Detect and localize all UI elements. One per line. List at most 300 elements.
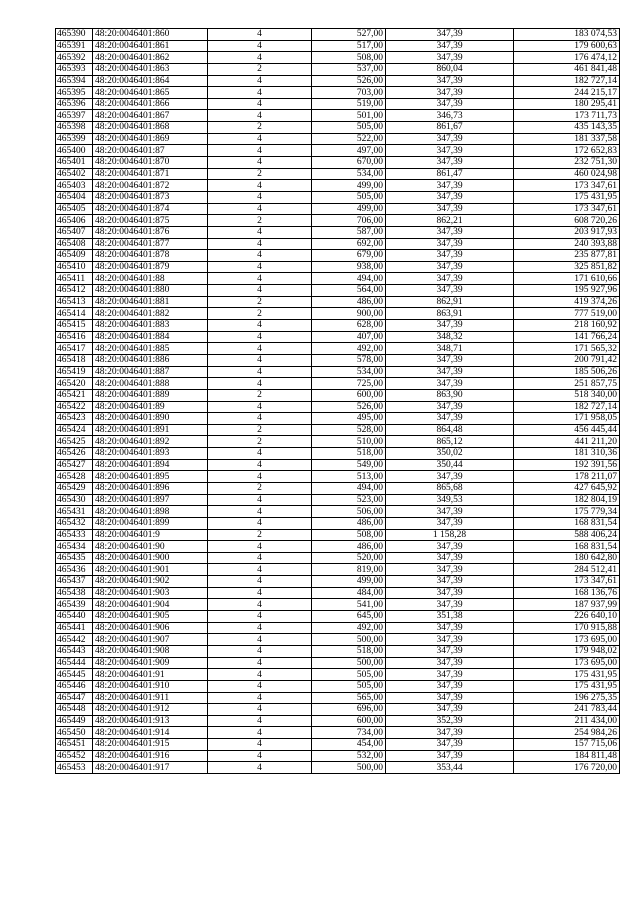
specific-value-cell: 347,39 [386,634,514,646]
table-row [56,98,620,110]
cadastral-value-cell: 218 160,92 [514,320,620,332]
row-number-cell: 465440 [56,611,93,623]
category-code-cell: 4 [208,320,312,332]
table-row [56,331,620,343]
table-row [56,52,620,64]
category-code-cell: 2 [208,482,312,494]
table-row [56,564,620,576]
category-code-cell: 4 [208,40,312,52]
cadastral-value-cell: 173 347,61 [514,576,620,588]
table-row [56,261,620,273]
table-row [56,576,620,588]
area-cell: 537,00 [312,63,386,75]
area-cell: 565,00 [312,692,386,704]
category-code-cell: 4 [208,157,312,169]
cadastral-value-cell: 173 347,61 [514,203,620,215]
table-row [56,517,620,529]
specific-value-cell: 862,91 [386,296,514,308]
area-cell: 505,00 [312,191,386,203]
category-code-cell: 4 [208,226,312,238]
cadastral-number-cell: 48:20:0046401:903 [93,587,208,599]
cadastral-value-cell: 226 640,10 [514,611,620,623]
specific-value-cell: 350,02 [386,448,514,460]
cadastral-value-cell: 254 984,26 [514,727,620,739]
cadastral-number-cell: 48:20:0046401:87 [93,145,208,157]
area-cell: 578,00 [312,354,386,366]
cadastral-value-cell: 185 506,26 [514,366,620,378]
specific-value-cell: 347,39 [386,552,514,564]
row-number-cell: 465417 [56,343,93,355]
cadastral-number-cell: 48:20:0046401:889 [93,389,208,401]
specific-value-cell: 347,39 [386,250,514,262]
category-code-cell: 4 [208,506,312,518]
area-cell: 600,00 [312,715,386,727]
table-row [56,250,620,262]
cadastral-number-cell: 48:20:0046401:864 [93,75,208,87]
area-cell: 528,00 [312,424,386,436]
cadastral-number-cell: 48:20:0046401:861 [93,40,208,52]
area-cell: 645,00 [312,611,386,623]
cadastral-value-cell: 171 565,32 [514,343,620,355]
cadastral-number-cell: 48:20:0046401:866 [93,98,208,110]
cadastral-value-cell: 182 727,14 [514,75,620,87]
row-number-cell: 465422 [56,401,93,413]
area-cell: 486,00 [312,517,386,529]
area-cell: 499,00 [312,203,386,215]
area-cell: 486,00 [312,541,386,553]
table-row [56,378,620,390]
cadastral-number-cell: 48:20:0046401:881 [93,296,208,308]
area-cell: 819,00 [312,564,386,576]
area-cell: 500,00 [312,657,386,669]
cadastral-value-cell: 196 275,35 [514,692,620,704]
cadastral-number-cell: 48:20:0046401:913 [93,715,208,727]
specific-value-cell: 347,39 [386,261,514,273]
area-cell: 938,00 [312,261,386,273]
row-number-cell: 465392 [56,52,93,64]
cadastral-number-cell: 48:20:0046401:894 [93,459,208,471]
category-code-cell: 4 [208,704,312,716]
category-code-cell: 2 [208,424,312,436]
table-row [56,634,620,646]
table-row [56,75,620,87]
category-code-cell: 2 [208,168,312,180]
specific-value-cell: 863,91 [386,308,514,320]
area-cell: 900,00 [312,308,386,320]
area-cell: 513,00 [312,471,386,483]
specific-value-cell: 860,04 [386,63,514,75]
row-number-cell: 465410 [56,261,93,273]
row-number-cell: 465421 [56,389,93,401]
table-row [56,191,620,203]
cadastral-value-cell: 284 512,41 [514,564,620,576]
category-code-cell: 2 [208,436,312,448]
specific-value-cell: 1 158,28 [386,529,514,541]
cadastral-number-cell: 48:20:0046401:907 [93,634,208,646]
cadastral-number-cell: 48:20:0046401:900 [93,552,208,564]
cadastral-number-cell: 48:20:0046401:91 [93,669,208,681]
area-cell: 523,00 [312,494,386,506]
cadastral-value-cell: 460 024,98 [514,168,620,180]
cadastral-value-cell: 232 751,30 [514,157,620,169]
row-number-cell: 465428 [56,471,93,483]
table-row [56,133,620,145]
area-cell: 520,00 [312,552,386,564]
area-cell: 670,00 [312,157,386,169]
table-row [56,680,620,692]
category-code-cell: 4 [208,354,312,366]
table-row [56,296,620,308]
table-row [56,704,620,716]
cadastral-number-cell: 48:20:0046401:9 [93,529,208,541]
table-row [56,587,620,599]
area-cell: 522,00 [312,133,386,145]
cadastral-number-cell: 48:20:0046401:873 [93,191,208,203]
cadastral-value-cell: 170 915,88 [514,622,620,634]
category-code-cell: 4 [208,727,312,739]
specific-value-cell: 347,39 [386,366,514,378]
category-code-cell: 4 [208,622,312,634]
cadastral-value-table [55,28,620,774]
table-row [56,180,620,192]
cadastral-value-cell: 157 715,06 [514,739,620,751]
specific-value-cell: 347,39 [386,704,514,716]
area-cell: 679,00 [312,250,386,262]
category-code-cell: 4 [208,750,312,762]
category-code-cell: 4 [208,669,312,681]
row-number-cell: 465411 [56,273,93,285]
category-code-cell: 2 [208,296,312,308]
cadastral-number-cell: 48:20:0046401:898 [93,506,208,518]
cadastral-number-cell: 48:20:0046401:911 [93,692,208,704]
cadastral-number-cell: 48:20:0046401:895 [93,471,208,483]
table-row [56,320,620,332]
cadastral-value-cell: 168 831,54 [514,517,620,529]
cadastral-value-cell: 435 143,35 [514,122,620,134]
table-row [56,471,620,483]
row-number-cell: 465436 [56,564,93,576]
category-code-cell: 4 [208,692,312,704]
cadastral-value-cell: 427 645,92 [514,482,620,494]
cadastral-value-cell: 179 948,02 [514,645,620,657]
specific-value-cell: 347,39 [386,564,514,576]
specific-value-cell: 864,48 [386,424,514,436]
cadastral-number-cell: 48:20:0046401:90 [93,541,208,553]
cadastral-value-cell: 168 136,76 [514,587,620,599]
row-number-cell: 465413 [56,296,93,308]
category-code-cell: 4 [208,680,312,692]
row-number-cell: 465393 [56,63,93,75]
table-row [56,541,620,553]
specific-value-cell: 347,39 [386,541,514,553]
specific-value-cell: 347,39 [386,401,514,413]
cadastral-number-cell: 48:20:0046401:901 [93,564,208,576]
row-number-cell: 465390 [56,29,93,41]
cadastral-number-cell: 48:20:0046401:890 [93,413,208,425]
specific-value-cell: 347,39 [386,29,514,41]
cadastral-number-cell: 48:20:0046401:867 [93,110,208,122]
cadastral-number-cell: 48:20:0046401:904 [93,599,208,611]
table-row [56,692,620,704]
table-row [56,750,620,762]
cadastral-number-cell: 48:20:0046401:862 [93,52,208,64]
table-row [56,354,620,366]
category-code-cell: 4 [208,576,312,588]
area-cell: 526,00 [312,401,386,413]
specific-value-cell: 347,39 [386,40,514,52]
table-row [56,436,620,448]
cadastral-value-cell: 179 600,63 [514,40,620,52]
area-cell: 501,00 [312,110,386,122]
table-row [56,459,620,471]
area-cell: 510,00 [312,436,386,448]
area-cell: 628,00 [312,320,386,332]
cadastral-number-cell: 48:20:0046401:910 [93,680,208,692]
category-code-cell: 4 [208,285,312,297]
cadastral-number-cell: 48:20:0046401:899 [93,517,208,529]
table-row [56,215,620,227]
cadastral-number-cell: 48:20:0046401:874 [93,203,208,215]
area-cell: 541,00 [312,599,386,611]
area-cell: 499,00 [312,576,386,588]
row-number-cell: 465419 [56,366,93,378]
cadastral-value-cell: 251 857,75 [514,378,620,390]
table-row [56,168,620,180]
row-number-cell: 465424 [56,424,93,436]
category-code-cell: 4 [208,180,312,192]
cadastral-value-cell: 192 391,56 [514,459,620,471]
table-row [56,238,620,250]
specific-value-cell: 347,39 [386,587,514,599]
area-cell: 494,00 [312,273,386,285]
area-cell: 505,00 [312,669,386,681]
category-code-cell: 2 [208,63,312,75]
cadastral-value-cell: 777 519,00 [514,308,620,320]
specific-value-cell: 347,39 [386,576,514,588]
area-cell: 526,00 [312,75,386,87]
category-code-cell: 4 [208,87,312,99]
row-number-cell: 465429 [56,482,93,494]
specific-value-cell: 348,32 [386,331,514,343]
row-number-cell: 465420 [56,378,93,390]
row-number-cell: 465437 [56,576,93,588]
row-number-cell: 465418 [56,354,93,366]
category-code-cell: 4 [208,75,312,87]
table-row [56,669,620,681]
cadastral-number-cell: 48:20:0046401:908 [93,645,208,657]
area-cell: 500,00 [312,762,386,774]
table-row [56,285,620,297]
table-row [56,506,620,518]
cadastral-number-cell: 48:20:0046401:917 [93,762,208,774]
specific-value-cell: 347,39 [386,145,514,157]
cadastral-value-cell: 441 211,20 [514,436,620,448]
category-code-cell: 4 [208,29,312,41]
cadastral-value-cell: 183 074,53 [514,29,620,41]
category-code-cell: 4 [208,98,312,110]
category-code-cell: 4 [208,587,312,599]
row-number-cell: 465444 [56,657,93,669]
category-code-cell: 4 [208,448,312,460]
cadastral-number-cell: 48:20:0046401:870 [93,157,208,169]
row-number-cell: 465395 [56,87,93,99]
specific-value-cell: 352,39 [386,715,514,727]
specific-value-cell: 347,39 [386,75,514,87]
specific-value-cell: 347,39 [386,238,514,250]
specific-value-cell: 347,39 [386,52,514,64]
category-code-cell: 4 [208,564,312,576]
area-cell: 532,00 [312,750,386,762]
table-row [56,273,620,285]
cadastral-number-cell: 48:20:0046401:891 [93,424,208,436]
cadastral-number-cell: 48:20:0046401:887 [93,366,208,378]
specific-value-cell: 347,39 [386,87,514,99]
cadastral-value-cell: 200 791,42 [514,354,620,366]
category-code-cell: 4 [208,645,312,657]
area-cell: 706,00 [312,215,386,227]
table-row [56,63,620,75]
cadastral-number-cell: 48:20:0046401:915 [93,739,208,751]
specific-value-cell: 347,39 [386,133,514,145]
row-number-cell: 465415 [56,320,93,332]
specific-value-cell: 347,39 [386,226,514,238]
row-number-cell: 465406 [56,215,93,227]
specific-value-cell: 347,39 [386,273,514,285]
cadastral-number-cell: 48:20:0046401:892 [93,436,208,448]
row-number-cell: 465416 [56,331,93,343]
cadastral-number-cell: 48:20:0046401:916 [93,750,208,762]
cadastral-value-cell: 178 211,07 [514,471,620,483]
area-cell: 549,00 [312,459,386,471]
row-number-cell: 465426 [56,448,93,460]
cadastral-value-cell: 187 937,99 [514,599,620,611]
row-number-cell: 465425 [56,436,93,448]
area-cell: 703,00 [312,87,386,99]
cadastral-number-cell: 48:20:0046401:914 [93,727,208,739]
area-cell: 696,00 [312,704,386,716]
category-code-cell: 4 [208,145,312,157]
table-row [56,203,620,215]
row-number-cell: 465397 [56,110,93,122]
row-number-cell: 465432 [56,517,93,529]
cadastral-number-cell: 48:20:0046401:906 [93,622,208,634]
row-number-cell: 465434 [56,541,93,553]
specific-value-cell: 347,39 [386,180,514,192]
cadastral-number-cell: 48:20:0046401:863 [93,63,208,75]
cadastral-number-cell: 48:20:0046401:876 [93,226,208,238]
row-number-cell: 465449 [56,715,93,727]
cadastral-number-cell: 48:20:0046401:89 [93,401,208,413]
row-number-cell: 465433 [56,529,93,541]
row-number-cell: 465402 [56,168,93,180]
table-row [56,727,620,739]
area-cell: 692,00 [312,238,386,250]
cadastral-value-cell: 171 958,05 [514,413,620,425]
row-number-cell: 465427 [56,459,93,471]
category-code-cell: 4 [208,366,312,378]
cadastral-value-cell: 240 393,88 [514,238,620,250]
specific-value-cell: 347,39 [386,413,514,425]
specific-value-cell: 347,39 [386,599,514,611]
row-number-cell: 465401 [56,157,93,169]
area-cell: 508,00 [312,529,386,541]
cadastral-value-cell: 588 406,24 [514,529,620,541]
row-number-cell: 465438 [56,587,93,599]
cadastral-value-cell: 180 295,41 [514,98,620,110]
row-number-cell: 465441 [56,622,93,634]
cadastral-value-cell: 608 720,26 [514,215,620,227]
specific-value-cell: 347,39 [386,727,514,739]
cadastral-value-cell: 176 474,12 [514,52,620,64]
area-cell: 517,00 [312,40,386,52]
cadastral-number-cell: 48:20:0046401:879 [93,261,208,273]
area-cell: 508,00 [312,52,386,64]
specific-value-cell: 861,47 [386,168,514,180]
category-code-cell: 4 [208,657,312,669]
area-cell: 519,00 [312,98,386,110]
category-code-cell: 4 [208,599,312,611]
table-row [56,110,620,122]
cadastral-value-cell: 175 779,34 [514,506,620,518]
cadastral-value-cell: 203 917,93 [514,226,620,238]
table-row [56,145,620,157]
specific-value-cell: 347,39 [386,191,514,203]
row-number-cell: 465430 [56,494,93,506]
cadastral-value-cell: 181 337,58 [514,133,620,145]
row-number-cell: 465442 [56,634,93,646]
area-cell: 497,00 [312,145,386,157]
table-row [56,308,620,320]
cadastral-number-cell: 48:20:0046401:886 [93,354,208,366]
cadastral-value-cell: 235 877,81 [514,250,620,262]
specific-value-cell: 347,39 [386,354,514,366]
cadastral-number-cell: 48:20:0046401:869 [93,133,208,145]
specific-value-cell: 862,21 [386,215,514,227]
cadastral-number-cell: 48:20:0046401:872 [93,180,208,192]
cadastral-value-cell: 173 695,00 [514,657,620,669]
cadastral-value-cell: 175 431,95 [514,669,620,681]
cadastral-value-cell: 173 347,61 [514,180,620,192]
row-number-cell: 465398 [56,122,93,134]
specific-value-cell: 861,67 [386,122,514,134]
category-code-cell: 4 [208,715,312,727]
category-code-cell: 4 [208,331,312,343]
table-body [56,29,620,774]
category-code-cell: 4 [208,611,312,623]
table-row [56,715,620,727]
specific-value-cell: 347,39 [386,645,514,657]
area-cell: 484,00 [312,587,386,599]
cadastral-number-cell: 48:20:0046401:897 [93,494,208,506]
table-row [56,424,620,436]
table-row [56,343,620,355]
category-code-cell: 4 [208,459,312,471]
category-code-cell: 4 [208,378,312,390]
cadastral-number-cell: 48:20:0046401:880 [93,285,208,297]
row-number-cell: 465396 [56,98,93,110]
cadastral-number-cell: 48:20:0046401:860 [93,29,208,41]
table-row [56,401,620,413]
category-code-cell: 4 [208,110,312,122]
cadastral-number-cell: 48:20:0046401:905 [93,611,208,623]
cadastral-value-cell: 180 642,80 [514,552,620,564]
area-cell: 499,00 [312,180,386,192]
table-row [56,482,620,494]
row-number-cell: 465394 [56,75,93,87]
specific-value-cell: 863,90 [386,389,514,401]
cadastral-number-cell: 48:20:0046401:877 [93,238,208,250]
area-cell: 534,00 [312,168,386,180]
